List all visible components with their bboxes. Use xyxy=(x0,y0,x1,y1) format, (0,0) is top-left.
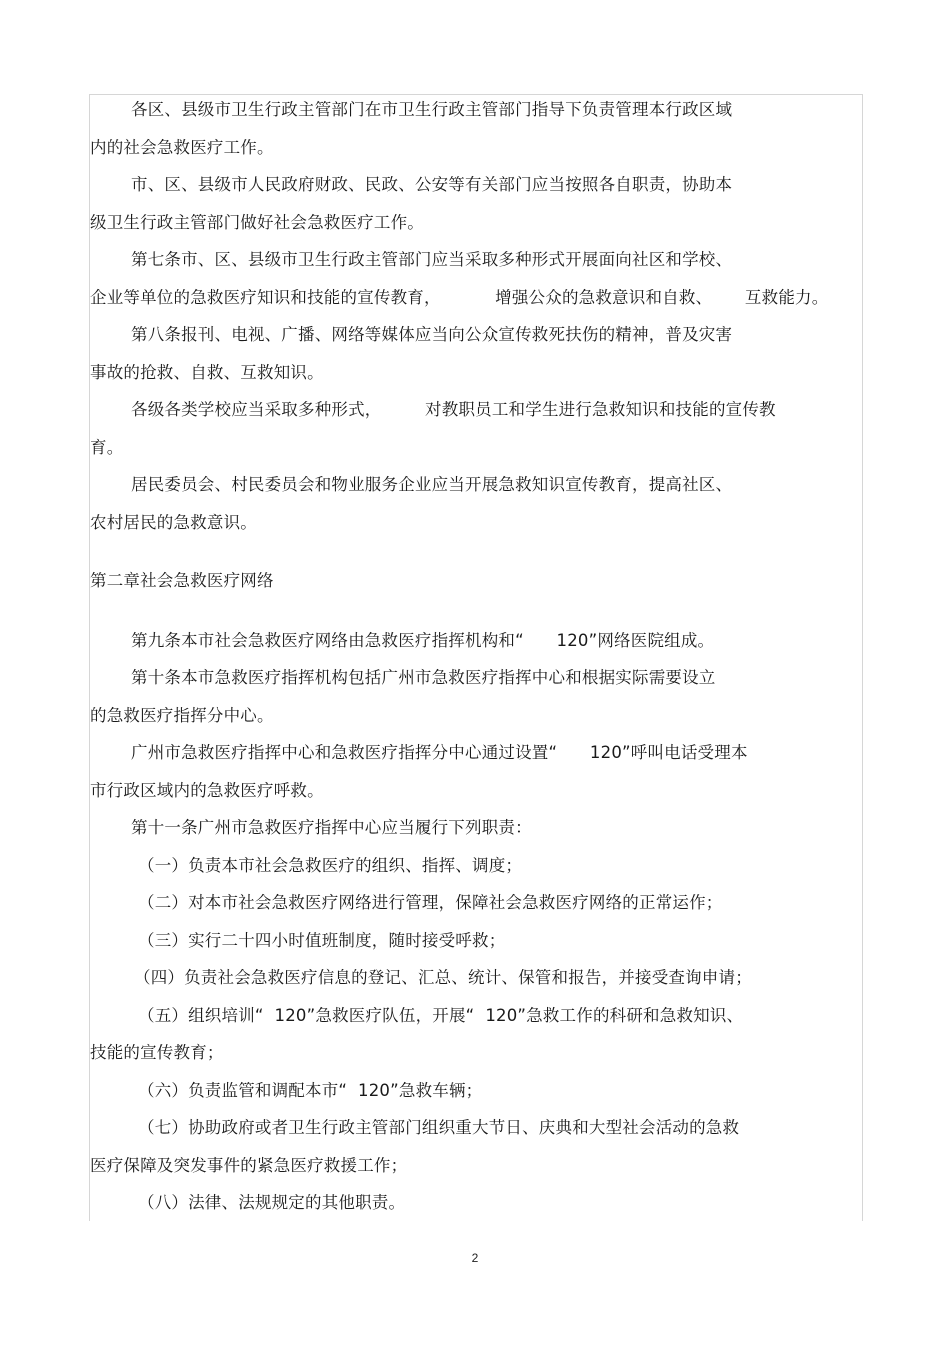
paragraph-line: 广州市急救医疗指挥中心和急救医疗指挥分中心通过设置“ 120”呼叫电话受理本 xyxy=(131,743,748,762)
list-item: （七）协助政府或者卫生行政主管部门组织重大节日、庆典和大型社会活动的急救 xyxy=(138,1118,740,1137)
paragraph-line: 育。 xyxy=(90,438,124,457)
article-8-line: 第八条报刊、电视、广播、网络等媒体应当向公众宣传救死扶伤的精神，普及灾害 xyxy=(131,325,733,344)
paragraph-line: 市、区、县级市人民政府财政、民政、公安等有关部门应当按照各自职责，协助本 xyxy=(131,175,733,194)
paragraph-line: 事故的抢救、自救、互救知识。 xyxy=(90,363,324,382)
chapter-heading: 第二章社会急救医疗网络 xyxy=(90,571,274,590)
paragraph-line: 级卫生行政主管部门做好社会急救医疗工作。 xyxy=(90,213,424,232)
page-number: 2 xyxy=(471,1251,479,1265)
list-item: （五）组织培训“ 120”急救医疗队伍，开展“ 120”急救工作的科研和急救知识、 xyxy=(138,1006,744,1025)
paragraph-line: 市行政区域内的急救医疗呼救。 xyxy=(90,781,324,800)
list-item: （六）负责监管和调配本市“ 120”急救车辆； xyxy=(138,1081,483,1100)
list-item: （三）实行二十四小时值班制度，随时接受呼救； xyxy=(138,931,506,950)
paragraph-line: 各区、县级市卫生行政主管部门在市卫生行政主管部门指导下负责管理本行政区域 xyxy=(131,100,733,119)
article-7-line: 第七条市、区、县级市卫生行政主管部门应当采取多种形式开展面向社区和学校、 xyxy=(131,250,733,269)
list-item-continuation: 技能的宣传教育； xyxy=(90,1043,224,1062)
article-11-line: 第十一条广州市急救医疗指挥中心应当履行下列职责： xyxy=(131,818,532,837)
list-item: （一）负责本市社会急救医疗的组织、指挥、调度； xyxy=(138,856,523,875)
paragraph-line: 各级各类学校应当采取多种形式， 对教职员工和学生进行急救知识和技能的宣传教 xyxy=(131,400,776,419)
list-item: （二）对本市社会急救医疗网络进行管理，保障社会急救医疗网络的正常运作； xyxy=(138,893,723,912)
paragraph-line: 的急救医疗指挥分中心。 xyxy=(90,706,274,725)
list-item-continuation: 医疗保障及突发事件的紧急医疗救援工作； xyxy=(90,1156,408,1175)
paragraph-line: 内的社会急救医疗工作。 xyxy=(90,138,274,157)
list-item: （四）负责社会急救医疗信息的登记、汇总、统计、保管和报告，并接受查询申请； xyxy=(134,968,752,987)
list-item: （八）法律、法规规定的其他职责。 xyxy=(138,1193,406,1212)
paragraph-line: 企业等单位的急救医疗知识和技能的宣传教育， 增强公众的急救意识和自救、 互救能力。 xyxy=(90,288,829,307)
article-9-line: 第九条本市社会急救医疗网络由急救医疗指挥机构和“ 120”网络医院组成。 xyxy=(131,631,715,650)
paragraph-line: 农村居民的急救意识。 xyxy=(90,513,257,532)
article-10-line: 第十条本市急救医疗指挥机构包括广州市急救医疗指挥中心和根据实际需要设立 xyxy=(131,668,716,687)
paragraph-line: 居民委员会、村民委员会和物业服务企业应当开展急救知识宣传教育，提高社区、 xyxy=(131,475,733,494)
